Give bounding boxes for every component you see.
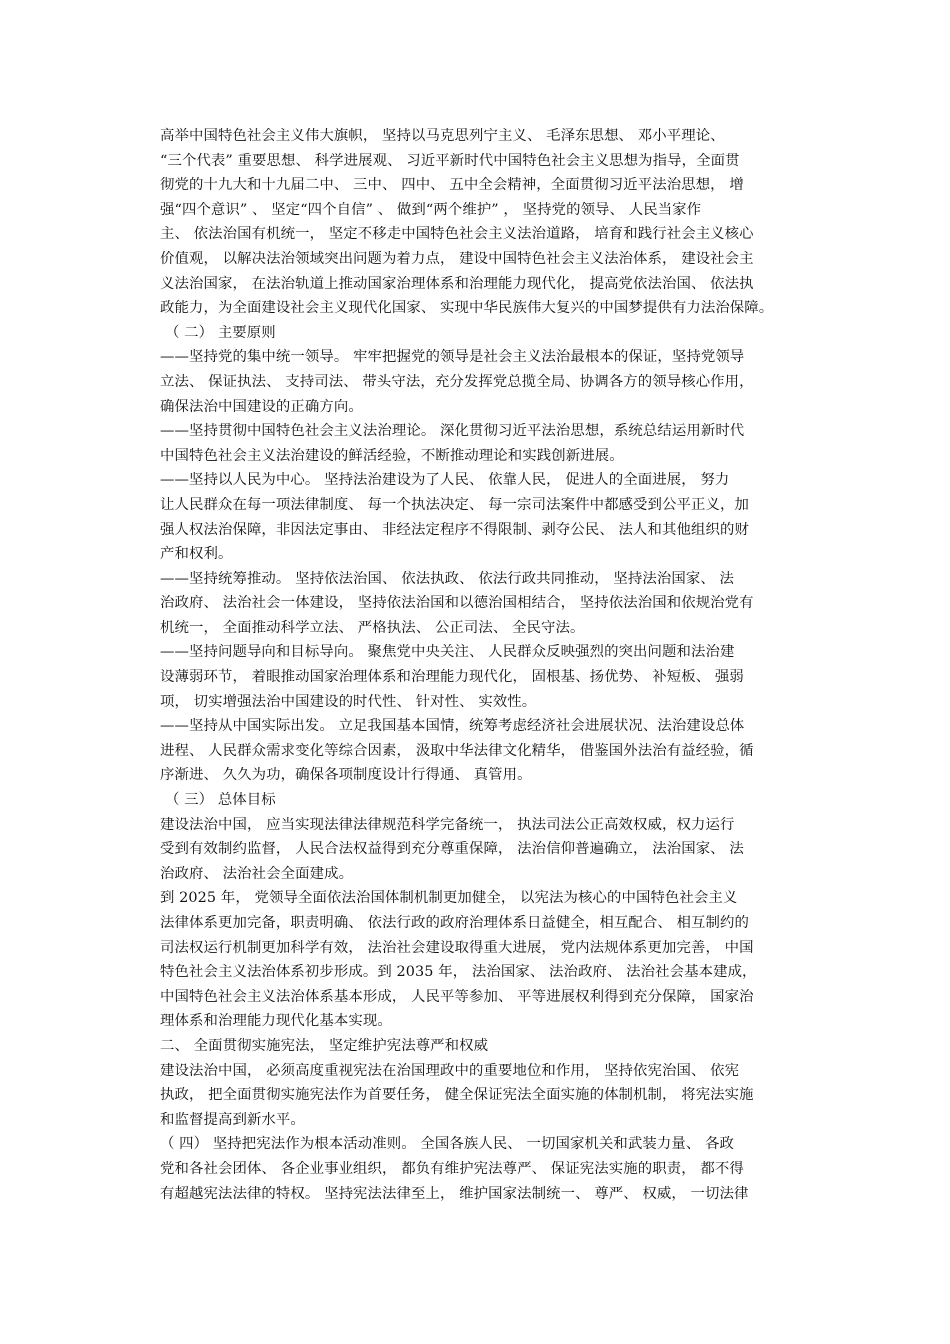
text-line: ——坚持贯彻中国特色社会主义法治理论。 深化贯彻习近平法治思想，系统总结运用新时代 [160, 423, 745, 440]
paragraph-principle-people-centered [143, 468, 815, 566]
text-line: 受到有效制约监督， 人民合法权益得到充分尊重保障， 法治信仰普遍确立， 法治国家、 法 [160, 841, 744, 858]
paragraph-goal-rule-of-law-china [143, 813, 815, 887]
text-line: 彻党的十九大和十九届二中、 三中、 四中、 五中全会精神，全面贯彻习近平法治思想， 增 [160, 177, 744, 194]
text-line: 机统一， 全面推动科学立法、 严格执法、 公正司法、 全民守法。 [160, 619, 585, 636]
text-line: 序渐进、 久久为功，确保各项制度设计行得通、 真管用。 [160, 767, 532, 784]
text-line: 强“四个意识” 、 坚定“四个自信” 、 做到“两个维护” ， 坚持党的领导、 人民当家作 [160, 201, 702, 218]
paragraph-guiding-ideology [143, 124, 815, 321]
text-line: 让人民群众在每一项法律制度、 每一个执法决定、 每一宗司法案件中都感受到公平正义，加 [160, 496, 749, 513]
text-line: 司法权运行机制更加科学有效， 法治社会建设取得重大进展， 党内法规体系更加完善， 中国 [160, 939, 754, 956]
text-line: ——坚持从中国实际出发。 立足我国基本国情，统筹考虑经济社会进展状况、法治建设总体 [160, 718, 745, 735]
text-line: 强人权法治保障，非因法定事由、 非经法定程序不得限制、剥夺公民、 法人和其他组织的财 [160, 521, 749, 538]
text-line: “三个代表” 重要思想、 科学进展观、 习近平新时代中国特色社会主义思想为指导，全面贯 [160, 152, 740, 169]
text-line: 政能力，为全面建设社会主义现代化国家、 实现中华民族伟大复兴的中国梦提供有力法治保障。 [160, 300, 774, 317]
text-line: 治政府、 法治社会全面建成。 [160, 865, 354, 882]
section-heading-main-principles [143, 321, 815, 346]
text-line: 有超越宪法法律的特权。 坚持宪法法律至上， 维护国家法制统一、 尊严、 权威， 一切法律 [160, 1185, 749, 1202]
text-line: 价值观， 以解决法治领域突出问题为着力点， 建设中国特色社会主义法治体系， 建设社会主 [160, 250, 754, 267]
text-line: 建设法治中国， 应当实现法律法律规范科学完备统一， 执法司法公正高效权威，权力运行 [160, 816, 735, 833]
text-line: 设薄弱环节， 着眼推动国家治理体系和治理能力现代化， 固根基、扬优势、 补短板、 强弱 [160, 669, 744, 686]
text-line: 理体系和治理能力现代化基本实现。 [160, 1013, 392, 1030]
text-line: ——坚持党的集中统一领导。 牢牢把握党的领导是社会主义法治最根本的保证，坚持党领导 [160, 349, 745, 366]
document-page [143, 124, 815, 1206]
paragraph-constitution-importance [143, 1059, 815, 1133]
paragraph-principle-coordinated-advance [143, 567, 815, 641]
heading-text: 二、 全面贯彻实施宪法， 坚定维护宪法尊严和权威 [160, 1037, 489, 1054]
paragraph-principle-problem-goal-oriented [143, 640, 815, 714]
heading-text: （ 二） 主要原则 [165, 324, 276, 341]
text-line: 特色社会主义法治体系初步形成。到 2035 年， 法治国家、 法治政府、 法治社会基本建成， [160, 964, 757, 981]
text-line: 产和权利。 [160, 546, 233, 563]
text-line: 高举中国特色社会主义伟大旗帜， 坚持以马克思列宁主义、 毛泽东思想、 邓小平理论、 [160, 128, 725, 144]
text-line: 法律体系更加完备，职责明确、 依法行政的政府治理体系日益健全，相互配合、 相互制约的 [160, 915, 749, 931]
text-line: 中国特色社会主义法治体系基本形成， 人民平等参加、 平等进展权利得到充分保障， 国家治 [160, 988, 754, 1005]
text-line: ——坚持问题导向和目标导向。 聚焦党中央关注、 人民群众反映强烈的突出问题和法治建 [160, 644, 735, 661]
paragraph-principle-party-leadership [143, 345, 815, 419]
section-heading-implement-constitution [143, 1034, 815, 1059]
section-heading-overall-goals [143, 788, 815, 813]
text-line: 党和各社会团体、 各企业事业组织， 都负有维护宪法尊严、 保证宪法实施的职责， 都不得 [160, 1160, 744, 1177]
text-line: ——坚持以人民为中心。 坚持法治建设为了人民、 依靠人民， 促进人的全面进展， 努力 [160, 472, 730, 489]
text-line: 项， 切实增强法治中国建设的时代性、 针对性、 实效性。 [160, 693, 537, 710]
text-line: 确保法治中国建设的正确方向。 [160, 398, 363, 415]
text-line: （ 四） 坚持把宪法作为根本活动准则。 全国各族人民、 一切国家机关和武装力量、 各政 [160, 1136, 735, 1153]
text-line: 进程、 人民群众需求变化等综合因素， 汲取中华法律文化精华， 借鉴国外法治有益经验，循 [160, 742, 754, 759]
text-line: 执政， 把全面贯彻实施宪法作为首要任务， 健全保证宪法全面实施的体制机制， 将宪法实施 [160, 1087, 754, 1104]
text-line: 立法、 保证执法、 支持司法、 带头守法，充分发挥党总揽全局、协调各方的领导核心作用， [160, 373, 754, 390]
text-line: ——坚持统筹推动。 坚持依法治国、 依法执政、 依法行政共同推动， 坚持法治国家、 法 [160, 570, 735, 587]
text-line: 建设法治中国， 必须高度重视宪法在治国理政中的重要地位和作用， 坚持依宪治国、 依宪 [160, 1062, 740, 1079]
text-line: 治政府、 法治社会一体建设， 坚持依法治国和以德治国相结合， 坚持依法治国和依规治党有 [160, 595, 754, 612]
text-line: 中国特色社会主义法治建设的鲜活经验，不断推动理论和实践创新进展。 [160, 447, 624, 464]
paragraph-principle-rule-of-law-theory [143, 419, 815, 468]
heading-text: （ 三） 总体目标 [165, 792, 276, 809]
text-line: 主、 依法治国有机统一， 坚定不移走中国特色社会主义法治道路， 培育和践行社会主义核心 [160, 226, 754, 243]
text-line: 和监督提高到新水平。 [160, 1111, 305, 1128]
paragraph-goal-2025-2035 [143, 886, 815, 1034]
paragraph-principle-china-reality [143, 714, 815, 788]
text-line: 到 2025 年， 党领导全面依法治国体制机制更加健全， 以宪法为核心的中国特色社会主义 [160, 890, 738, 907]
paragraph-constitution-as-fundamental-norm [143, 1132, 815, 1206]
text-line: 义法治国家， 在法治轨道上推动国家治理体系和治理能力现代化， 提高党依法治国、 依法执 [160, 275, 754, 292]
